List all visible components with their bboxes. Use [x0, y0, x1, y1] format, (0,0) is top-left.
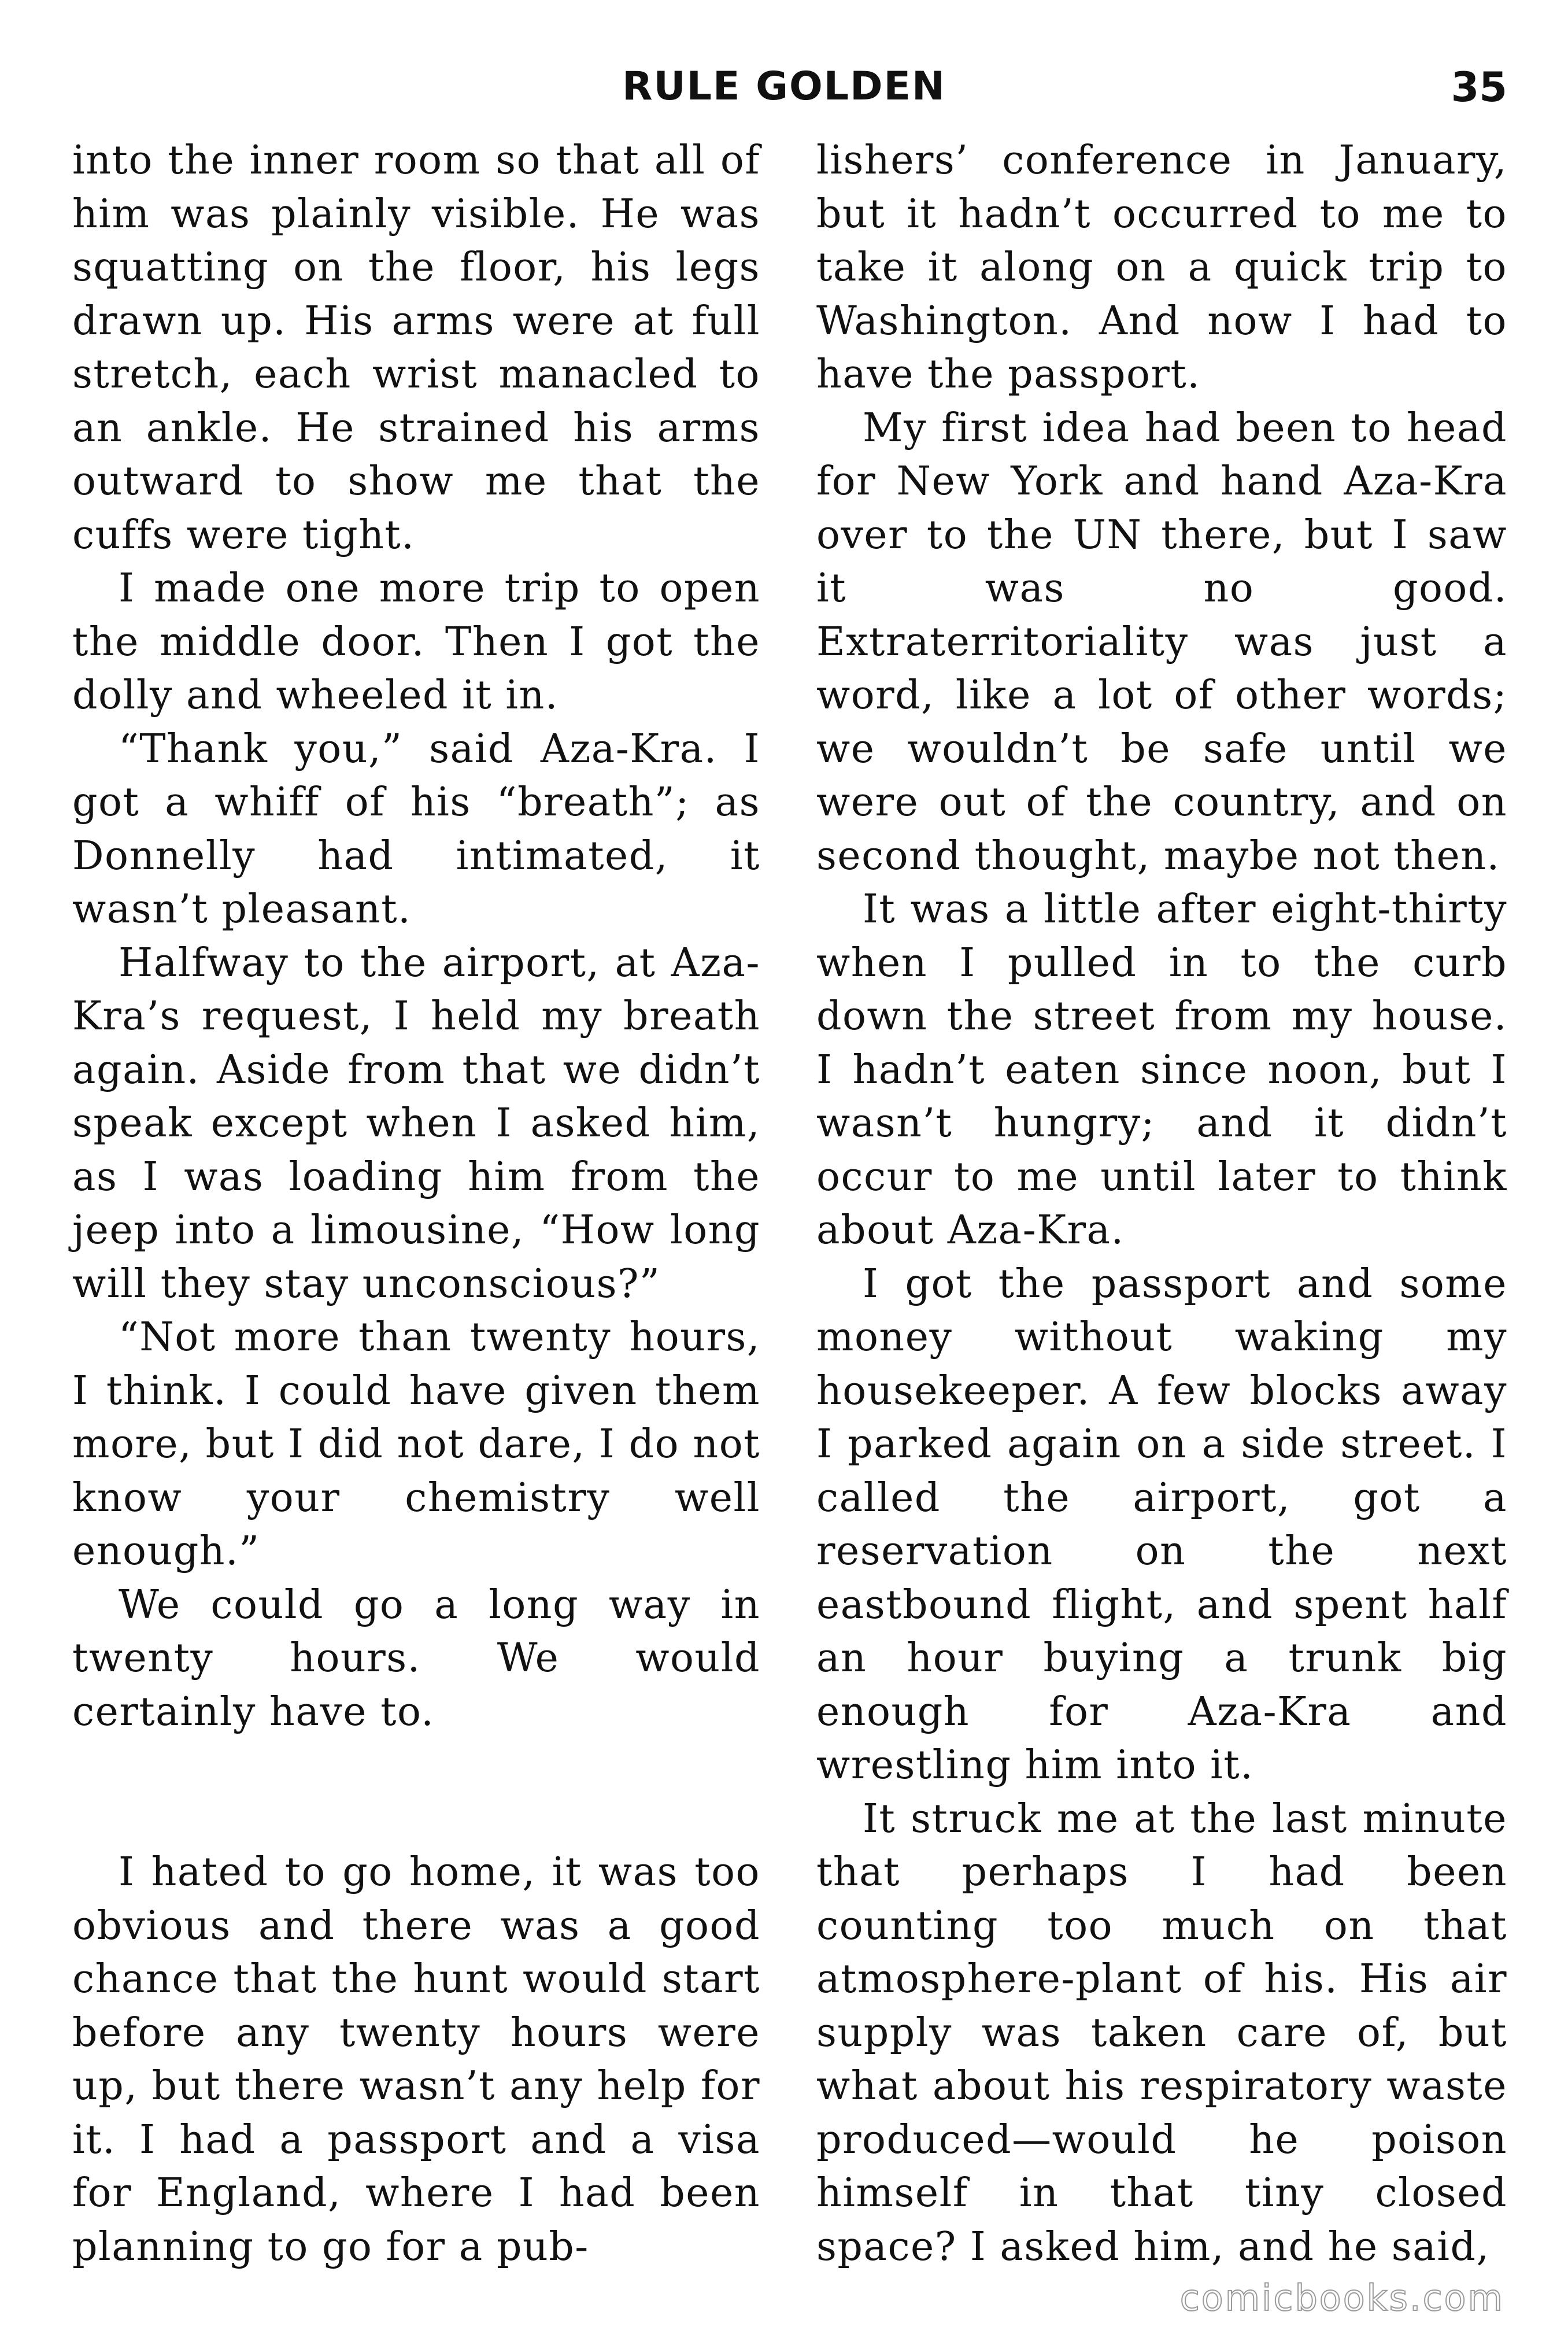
watermark: comicbooks.com [1179, 2277, 1504, 2319]
paragraph: I hated to go home, it was too obvious and there was a good chance that the hunt would start before any twenty hours were up, but there wasn’t any help for it. I had a passport and a visa for England, where I had been planning to go for a pub- [72, 1849, 760, 2270]
paragraph: “Not more than twenty hours, I think. I could have given them more, but I did not dare, I do not know your chemistry well enough.” [72, 1314, 760, 1574]
paragraph: I made one more trip to open the middle door. Then I got the dolly and wheeled it in. [72, 566, 760, 718]
page-number: 35 [1451, 64, 1507, 111]
running-title: RULE GOLDEN [622, 64, 946, 109]
paragraph: “Thank you,” said Aza-Kra. I got a whiff of his “breath”; as Donnelly had intimated, it wasn’t pleasant. [72, 726, 760, 932]
paragraph: It struck me at the last minute that perhaps I had been counting too much on that atmosphere-plant of his. His air supply was taken care of, but what about his respiratory waste produced—would he poison himself in that tiny closed space? I asked him, and he said, [816, 1796, 1507, 2270]
section-break [72, 1739, 760, 1846]
paragraph: Halfway to the airport, at Aza-Kra’s request, I held my breath again. Aside from that we didn’t speak except when I asked him, as I was loading him from the jeep into a limousine, “How long will they stay unconscious?” [72, 940, 760, 1307]
left-column [72, 134, 760, 2274]
paragraph: I got the passport and some money without waking my housekeeper. A few blocks away I parked again on a side street. I called the airport, got a reservation on the next eastbound flight, and spent half an hour buying a trunk big enough for Aza-Kra and wrestling him into it. [816, 1261, 1507, 1788]
right-column [816, 134, 1507, 2274]
paragraph: into the inner room so that all of him was plainly visible. He was squatting on the floor, his legs drawn up. His arms were at full stretch, each wrist manacled to an ankle. He strained his arms outward to show me that the cuffs were tight. [72, 138, 760, 558]
paragraph: My first idea had been to head for New York and hand Aza-Kra over to the UN there, but I saw it was no good. Extraterritoriality was just a word, like a lot of other words; we wouldn’t be safe until we were out of the country, and on second thought, maybe not then. [816, 405, 1507, 879]
page-header [0, 64, 1568, 121]
paragraph: lishers’ conference in January, but it hadn’t occurred to me to take it along on a quick trip to Washington. And now I had to have the passport. [816, 138, 1507, 397]
paragraph: It was a little after eight-thirty when I pulled in to the curb down the street from my house. I hadn’t eaten since noon, but I wasn’t hungry; and it didn’t occur to me until later to think about Aza-Kra. [816, 887, 1507, 1253]
paragraph: We could go a long way in twenty hours. We would certainly have to. [72, 1582, 760, 1735]
